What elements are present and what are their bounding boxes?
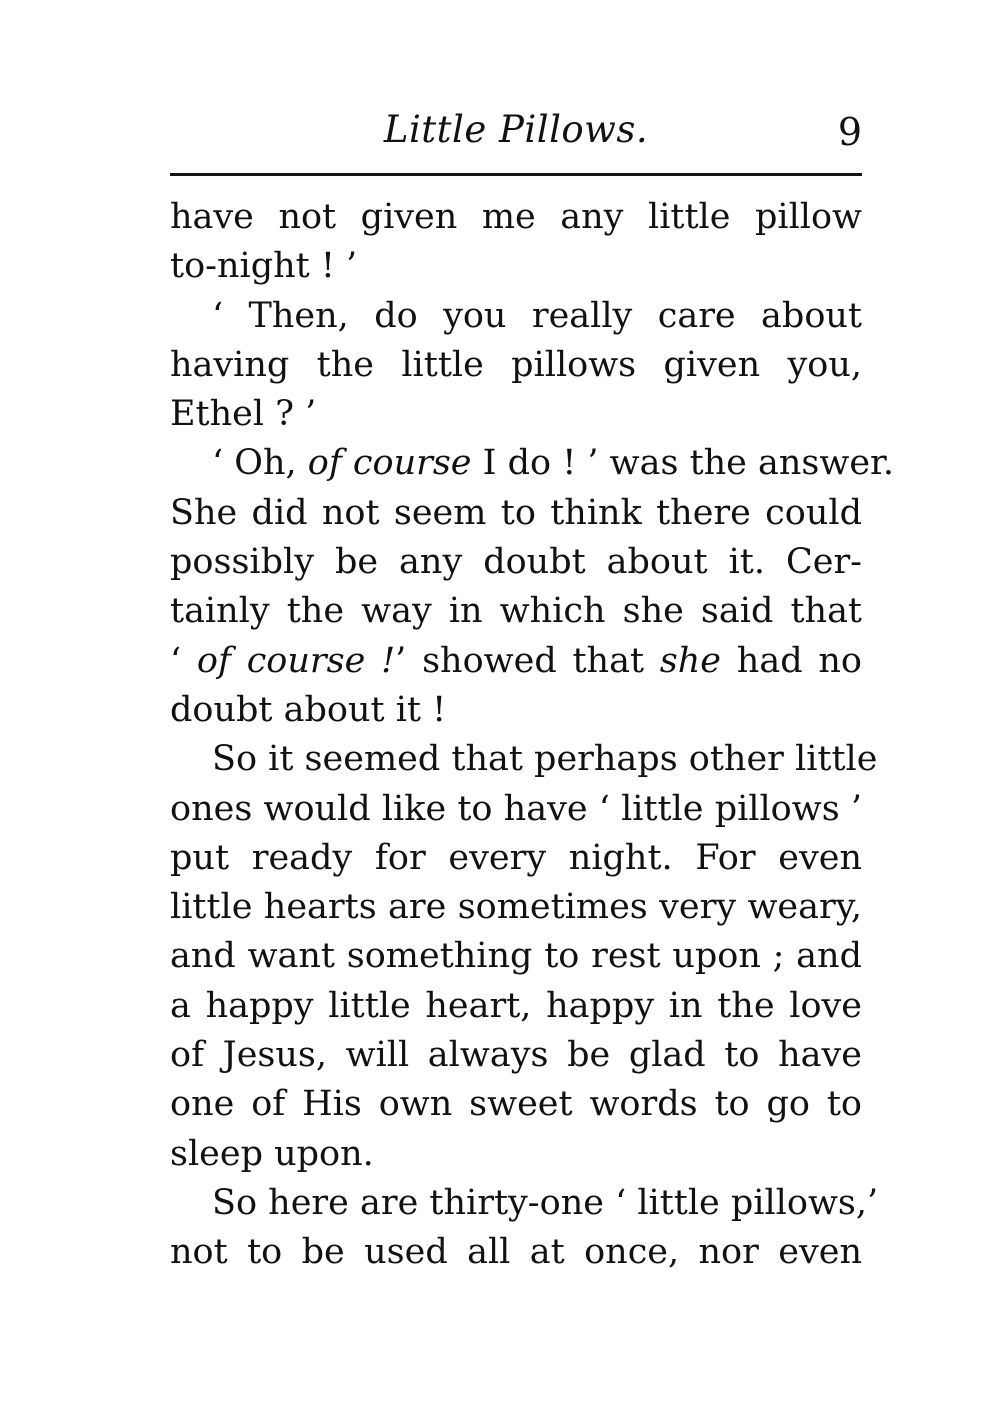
text-line: not to be used all at once, nor even [170, 1232, 862, 1273]
text-line: ‘ Oh, of course I do ! ’ was the answer. [212, 443, 895, 484]
text-line: doubt about it ! [170, 689, 447, 730]
header-rule [170, 173, 862, 176]
text-line: So here are thirty-one ‘ little pillows,’ [212, 1182, 879, 1223]
page-number: 9 [837, 110, 862, 154]
italic-emphasis: she [659, 640, 722, 681]
italic-emphasis: of course ! [196, 640, 396, 681]
text-line: having the little pillows given you, [170, 344, 862, 385]
text-line: ‘ of course !’ showed that she had no [170, 640, 862, 681]
text-line: sleep upon. [170, 1133, 374, 1174]
text-line: She did not seem to think there could [170, 492, 862, 533]
text-line: tainly the way in which she said that [170, 591, 862, 632]
text-line: and want something to rest upon ; and [170, 936, 862, 977]
text-line: a happy little heart, happy in the love [170, 985, 862, 1026]
text-line: ones would like to have ‘ little pillows ’ [170, 788, 862, 829]
text-line: one of His own sweet words to go to [170, 1084, 862, 1125]
body-text [170, 193, 895, 1278]
text-line: So it seemed that perhaps other little [212, 739, 878, 780]
text-line: Ethel ? ’ [170, 394, 317, 435]
text-line: ‘ Then, do you really care about [212, 295, 862, 336]
running-head [170, 100, 862, 160]
italic-emphasis: of course [307, 443, 472, 484]
text-line: put ready for every night. For even [170, 837, 862, 878]
text-line: possibly be any doubt about it. Cer- [170, 542, 862, 583]
text-line: to-night ! ’ [170, 246, 358, 287]
text-line: of Jesus, will always be glad to have [170, 1035, 862, 1076]
text-line: have not given me any little pillow [170, 197, 862, 237]
text-line: little hearts are sometimes very weary, [170, 887, 862, 928]
running-title: Little Pillows. [383, 108, 649, 151]
